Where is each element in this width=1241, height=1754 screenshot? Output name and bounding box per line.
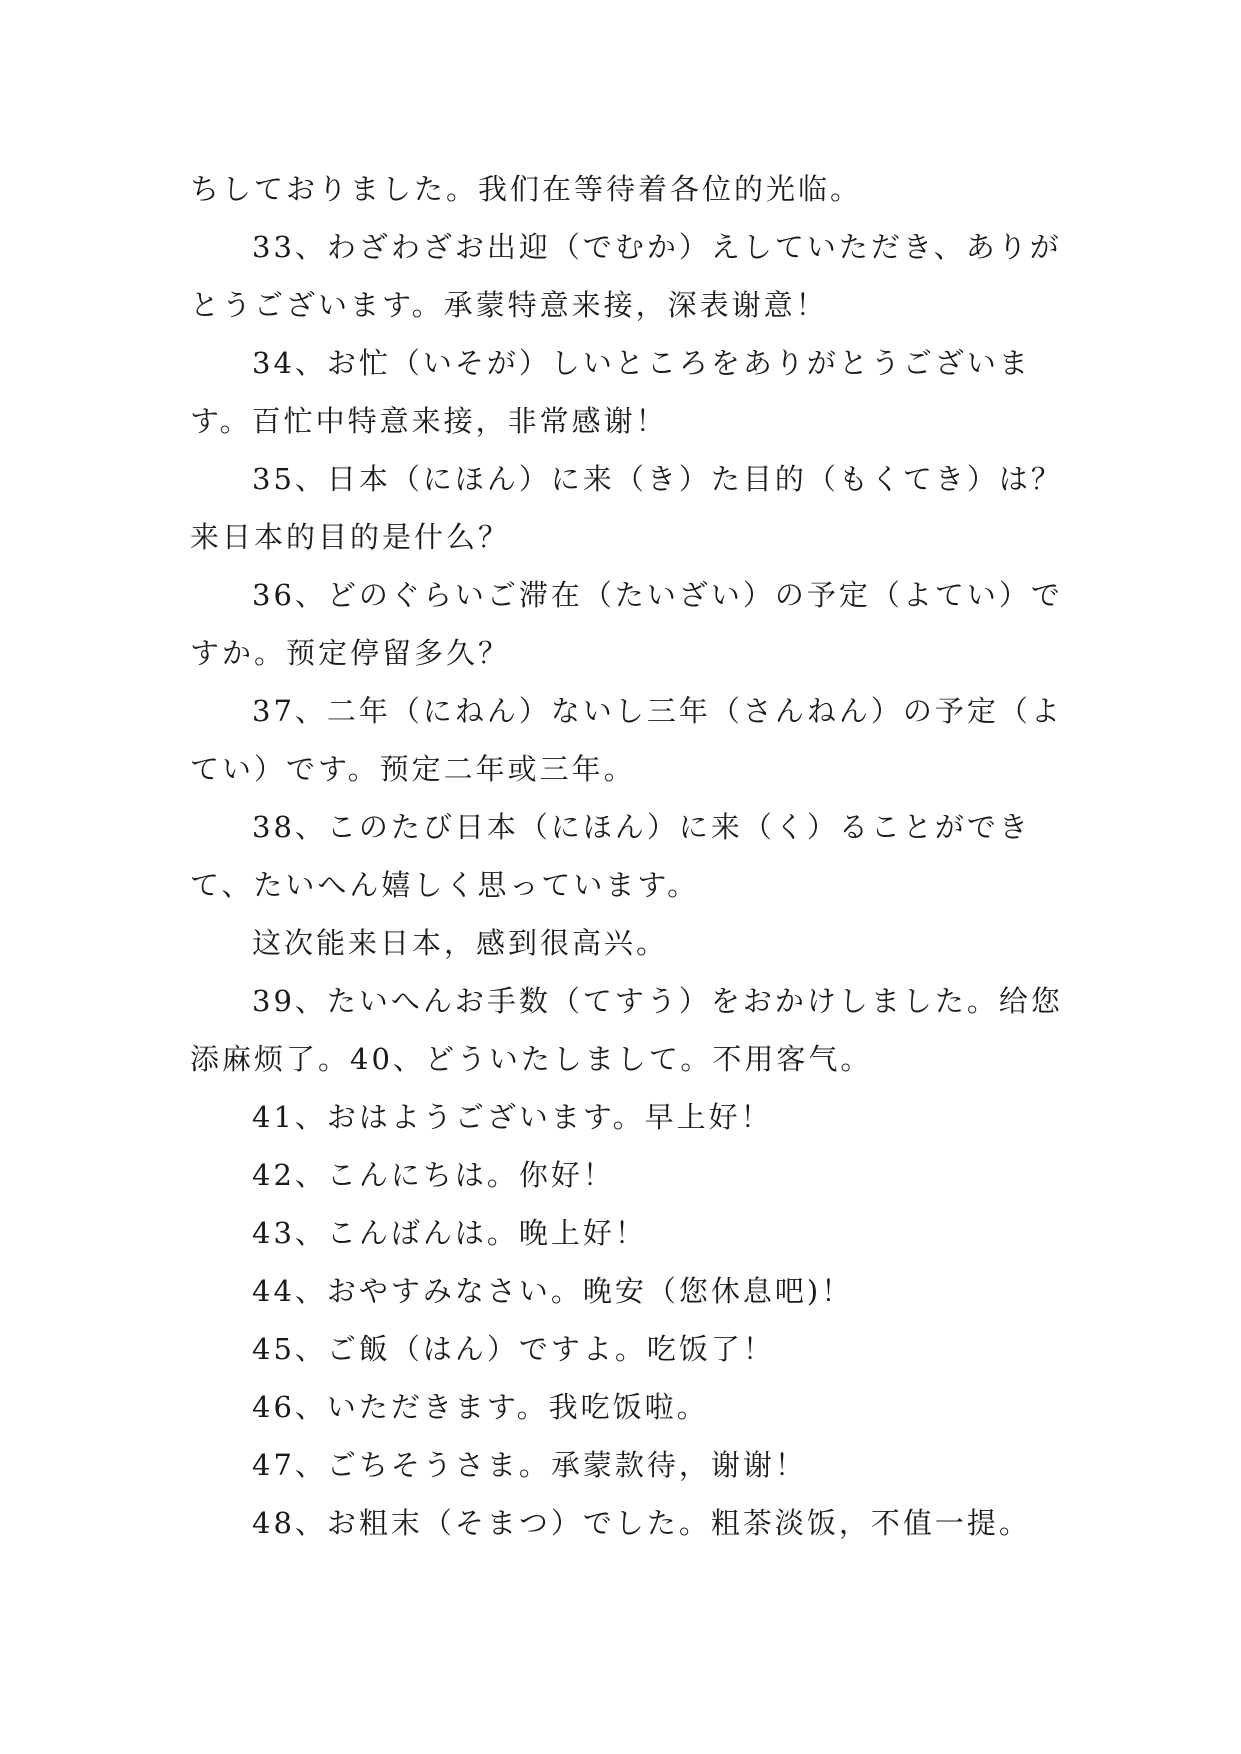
paragraph-45: 45、ご飯（はん）ですよ。吃饭了！ — [252, 1332, 775, 1366]
paragraph-48: 48、お粗末（そまつ）でした。粗茶淡饭，不值一提。 — [252, 1506, 1031, 1540]
paragraph-41: 41、おはようございます。早上好！ — [252, 1100, 773, 1134]
paragraph-43: 43、こんばんは。晚上好！ — [252, 1216, 647, 1250]
paragraph-33: 33、わざわざお出迎（でむか）えしていただき、ありがとうございます。承蒙特意来接，深表谢意！ — [190, 230, 1062, 322]
paragraph-continuation: ちしておりました。我们在等待着各位的光临。 — [190, 172, 863, 206]
paragraph-46: 46、いただきます。我吃饭啦。 — [252, 1390, 709, 1424]
paragraph-47: 47、ごちそうさま。承蒙款待，谢谢！ — [252, 1448, 807, 1482]
paragraph-36: 36、どのぐらいご滞在（たいざい）の予定（よてい）ですか。预定停留多久？ — [190, 578, 1063, 670]
paragraph-35: 35、日本（にほん）に来（き）た目的（もくてき）は？来日本的目的是什么？ — [190, 462, 1063, 554]
paragraph-37: 37、二年（にねん）ないし三年（さんねん）の予定（よてい）です。预定二年或三年。 — [190, 694, 1063, 786]
paragraph-44: 44、おやすみなさい。晚安（您休息吧)！ — [252, 1274, 854, 1308]
paragraph-42: 42、こんにちは。你好！ — [252, 1158, 615, 1192]
paragraph-38-translation: 这次能来日本，感到很高兴。 — [252, 926, 669, 960]
paragraph-38: 38、このたび日本（にほん）に来（く）ることができて、たいへん嬉しく思っています。 — [190, 810, 1031, 902]
paragraph-39-40: 39、たいへんお手数（てすう）をおかけしました。给您添麻烦了。40、どういたしまして。不用客气。 — [190, 984, 1063, 1076]
document-body — [190, 160, 1080, 1552]
paragraph-34: 34、お忙（いそが）しいところをありがとうございます。百忙中特意来接，非常感谢！ — [190, 346, 1031, 438]
